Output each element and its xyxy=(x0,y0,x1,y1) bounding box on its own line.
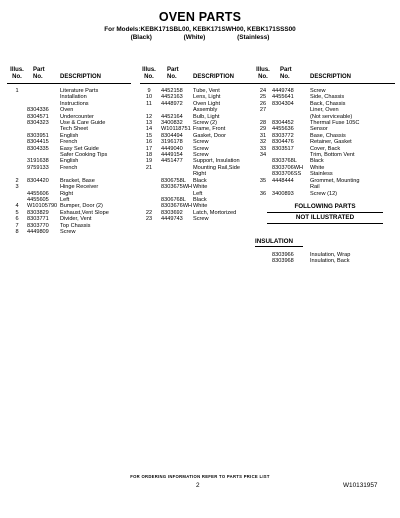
illus-header-1: Illus. xyxy=(10,67,24,73)
illustration-number: 13 xyxy=(145,120,153,127)
illustration-number: 18 xyxy=(145,152,153,159)
model-colors xyxy=(0,34,400,42)
part-number: 8304452 xyxy=(272,120,294,127)
parts-list xyxy=(140,88,258,223)
part-number: 4455605 xyxy=(27,196,49,203)
illustration-number: 4 xyxy=(15,203,19,210)
part-number: 4448444 xyxy=(272,177,294,184)
description-line: Black xyxy=(193,196,207,203)
part-number: 8303968 xyxy=(272,258,294,265)
description-line: Literature Parts xyxy=(60,88,99,94)
column-header xyxy=(7,55,131,81)
illustration-number: 28 xyxy=(259,120,267,127)
description-line: Lens, Light xyxy=(193,94,221,101)
description-line: Insulation, Back xyxy=(310,258,350,265)
description-line: (Not serviceable) xyxy=(310,113,353,120)
description-line: Latch, Mortorized xyxy=(193,209,237,216)
illustration-number: 1 xyxy=(15,88,19,94)
part-description xyxy=(310,107,395,120)
illustration-number: 9 xyxy=(147,88,151,94)
description-line: White xyxy=(193,203,208,210)
parts-column-1 xyxy=(7,55,131,235)
part-number: 8303770 xyxy=(27,222,49,229)
following-rule-2 xyxy=(267,223,383,224)
description-line: Retainer, Gasket xyxy=(310,139,352,146)
description-line: Safer Cooking Tips xyxy=(60,152,108,159)
description-line: Mounting Rail,Side xyxy=(193,164,240,171)
part-row xyxy=(255,107,395,120)
part-number: 3191638 xyxy=(27,158,49,165)
description-line: Gasket, Door xyxy=(193,132,226,139)
description-line: Screw (2) xyxy=(193,120,217,127)
illus-header-1: Illus. xyxy=(256,67,270,73)
part-description xyxy=(60,229,131,235)
part-number: 4452163 xyxy=(161,94,183,101)
part-description xyxy=(193,101,258,114)
description-line: Bracket, Base xyxy=(60,177,95,184)
description-line: Screw xyxy=(193,145,209,152)
part-number: 8303829 xyxy=(27,209,49,216)
illustration-number: 16 xyxy=(145,139,153,146)
illustration-number: 32 xyxy=(259,139,267,146)
illustration-number: 10 xyxy=(145,94,153,101)
description-line: Sensor xyxy=(310,126,328,133)
part-number: 4455636 xyxy=(272,126,294,133)
description-line: White xyxy=(193,184,208,191)
column-header xyxy=(255,55,395,81)
illustration-number: 17 xyxy=(145,145,153,152)
following-line-2: NOT ILLUSTRATED xyxy=(295,213,355,221)
description-line: Assembly xyxy=(193,107,218,114)
color-black: (Black) xyxy=(130,34,152,41)
part-row xyxy=(140,165,258,178)
part-header-1: Part xyxy=(280,67,292,73)
part-row xyxy=(7,146,131,159)
description-line: Left xyxy=(60,196,70,203)
illustration-number: 3 xyxy=(15,184,19,191)
description-line: Thermal Fuse 105C xyxy=(310,120,360,127)
description-line: English xyxy=(60,132,79,139)
description-line: Top Chassis xyxy=(60,222,91,229)
part-number: 4449743 xyxy=(161,216,183,223)
description-line: White xyxy=(310,164,325,171)
page-title: OVEN PARTS xyxy=(158,10,242,24)
illustration-number: 22 xyxy=(145,209,153,216)
description-line: Bumper, Door (2) xyxy=(60,203,103,210)
description-line: Support, Insulation xyxy=(193,158,240,165)
illustration-number: 34 xyxy=(259,152,267,159)
header-rule xyxy=(255,83,395,84)
illustration-number: 23 xyxy=(145,216,153,223)
part-row xyxy=(140,216,258,222)
description-line: English xyxy=(60,158,79,165)
model-list: For Models:KEBK171SBL00, KEBK171SWH00, KEBK171SSS00 xyxy=(104,26,296,33)
description-line: Screw (12) xyxy=(310,190,338,197)
part-row xyxy=(7,229,131,235)
part-number: W10118751 xyxy=(161,126,191,133)
description-line: Insulation, Wrap xyxy=(310,251,351,258)
description-line: Oven xyxy=(60,107,74,114)
description-line: Base, Chassis xyxy=(310,132,346,139)
part-header-1: Part xyxy=(33,67,45,73)
illustration-number: 2 xyxy=(15,177,19,184)
part-description xyxy=(193,216,258,222)
part-number: 8304323 xyxy=(27,120,49,127)
part-header-2: No. xyxy=(280,74,290,80)
part-header-1: Part xyxy=(167,67,179,73)
description-line: Installation xyxy=(60,94,87,101)
description-line: Rail xyxy=(310,184,320,191)
parts-list xyxy=(255,88,395,197)
part-row xyxy=(255,178,395,191)
description-line: Liner, Oven xyxy=(310,107,339,114)
description-line: Hinge Receiver xyxy=(60,184,99,191)
part-number: 8304494 xyxy=(161,132,183,139)
illus-header-1: Illus. xyxy=(142,67,156,73)
part-number: 8303517 xyxy=(272,145,294,152)
description-header: DESCRIPTION xyxy=(193,74,235,80)
part-number: 4448972 xyxy=(161,100,183,107)
insulation-title: INSULATION xyxy=(255,237,294,245)
illustration-number: 35 xyxy=(259,177,267,184)
part-number: W10105790 xyxy=(27,203,58,210)
illustration-number: 5 xyxy=(15,209,19,216)
illustration-number: 12 xyxy=(145,113,153,120)
part-header-2: No. xyxy=(33,74,43,80)
color-stainless: (Stainless) xyxy=(237,34,270,41)
description-line: Screw xyxy=(193,139,209,146)
description-line: Bulb, Light xyxy=(193,113,220,120)
part-number: 8303706WH xyxy=(272,164,304,171)
description-line: Screw xyxy=(193,216,209,223)
following-rule-1 xyxy=(267,212,383,213)
column-header xyxy=(140,55,258,81)
illustration-number: 31 xyxy=(259,132,267,139)
part-number: 8303706SS xyxy=(272,171,302,178)
part-description xyxy=(193,165,258,178)
illustration-number: 33 xyxy=(259,145,267,152)
insulation-rule xyxy=(255,246,303,247)
description-line: Left xyxy=(193,190,203,197)
description-line: Black xyxy=(193,177,207,184)
insulation-list xyxy=(255,252,395,265)
parts-list xyxy=(7,88,131,235)
part-description xyxy=(310,258,395,264)
part-row xyxy=(255,258,395,264)
description-line: Oven Light xyxy=(193,100,221,107)
part-number: 4449040 xyxy=(161,145,183,152)
part-number: 4452164 xyxy=(161,113,183,120)
header-rule xyxy=(140,83,258,84)
part-header-2: No. xyxy=(167,74,177,80)
part-number: 4455641 xyxy=(272,94,294,101)
parts-column-3 xyxy=(255,55,395,265)
illus-header-2: No. xyxy=(12,74,22,80)
part-number: 9759133 xyxy=(27,164,49,171)
description-line: Trim, Bottom Vent xyxy=(310,152,355,159)
illustration-number: 27 xyxy=(259,107,267,114)
illustration-number: 36 xyxy=(259,190,267,197)
description-line: Easy Set Guide xyxy=(60,145,99,152)
description-line: Undercounter xyxy=(60,113,94,120)
description-line: Right xyxy=(60,190,74,197)
header-rule xyxy=(7,83,131,84)
description-header: DESCRIPTION xyxy=(60,74,102,80)
part-description xyxy=(60,120,131,133)
illustration-number: 8 xyxy=(15,228,19,235)
part-number: 8303768L xyxy=(272,158,297,165)
parts-column-2 xyxy=(140,55,258,223)
illustration-number: 15 xyxy=(145,132,153,139)
description-line: Cover, Back xyxy=(310,145,341,152)
description-line: Instructions xyxy=(60,100,89,107)
illustration-number: 7 xyxy=(15,222,19,229)
part-number: 8303676WH xyxy=(161,203,193,210)
following-parts-heading xyxy=(255,203,395,224)
description-line: Black xyxy=(310,158,324,165)
illustration-number: 21 xyxy=(145,164,153,171)
illus-header-2: No. xyxy=(258,74,268,80)
description-line: French xyxy=(60,164,78,171)
part-number: 8304336 xyxy=(27,107,49,114)
description-line: Tech Sheet xyxy=(60,126,88,133)
part-number: 8304415 xyxy=(27,139,49,146)
description-line: Divider, Vent xyxy=(60,216,92,223)
part-number: 8304335 xyxy=(27,145,49,152)
part-number: 8303675WH xyxy=(161,184,193,191)
description-line: French xyxy=(60,139,78,146)
part-number: 3400832 xyxy=(161,120,183,127)
part-description xyxy=(310,178,395,191)
description-line: Use & Care Guide xyxy=(60,120,106,127)
part-number: 8304420 xyxy=(27,177,49,184)
description-line: Exhaust,Vent Slope xyxy=(60,209,109,216)
part-number: 4455606 xyxy=(27,190,49,197)
part-row xyxy=(255,191,395,197)
illustration-number: 11 xyxy=(146,100,152,107)
description-header: DESCRIPTION xyxy=(310,74,352,80)
part-number: 4449154 xyxy=(161,152,183,159)
part-number: 8303692 xyxy=(161,209,183,216)
part-number: 8306758L xyxy=(161,177,186,184)
description-line: Screw xyxy=(310,88,326,94)
part-number: 3196178 xyxy=(161,139,183,146)
illustration-number: 24 xyxy=(259,88,267,94)
part-number: 4452158 xyxy=(161,88,183,94)
part-number: 8306768L xyxy=(161,196,186,203)
part-description xyxy=(60,146,131,159)
description-line: Grommet, Mounting xyxy=(310,177,360,184)
part-number: 8303966 xyxy=(272,251,294,258)
color-white: (White) xyxy=(183,34,206,41)
description-line: Stainless xyxy=(310,171,333,178)
illus-header-2: No. xyxy=(144,74,154,80)
page-number: 2 xyxy=(196,482,200,489)
part-number: 4449809 xyxy=(27,228,49,235)
part-row xyxy=(7,88,131,107)
part-description xyxy=(60,88,131,107)
illustration-number: 14 xyxy=(145,126,153,133)
part-number: 4449748 xyxy=(272,88,294,94)
part-number: 8303771 xyxy=(27,216,49,223)
following-line-1: FOLLOWING PARTS xyxy=(294,202,356,210)
description-line: Screw xyxy=(193,152,209,159)
illustration-number: 29 xyxy=(259,126,267,133)
part-number: 8303772 xyxy=(272,132,294,139)
illustration-number: 25 xyxy=(259,94,267,101)
illustration-number: 26 xyxy=(259,100,267,107)
insulation-heading xyxy=(255,238,395,247)
description-line: Screw xyxy=(60,228,76,235)
part-description xyxy=(310,191,395,197)
description-line: Tube, Vent xyxy=(193,88,220,94)
part-row xyxy=(7,120,131,133)
part-number: 4451477 xyxy=(161,158,183,165)
part-number: 8304304 xyxy=(272,100,294,107)
ordering-note: FOR ORDERING INFORMATION REFER TO PARTS PRICE LIST xyxy=(130,474,270,479)
description-line: Side, Chassis xyxy=(310,94,345,101)
part-row xyxy=(140,101,258,114)
part-number: 8304476 xyxy=(272,139,294,146)
part-number: 3400893 xyxy=(272,190,294,197)
part-number: 8304571 xyxy=(27,113,49,120)
description-line: Right xyxy=(193,171,207,178)
illustration-number: 19 xyxy=(145,158,153,165)
description-line: Back, Chassis xyxy=(310,100,346,107)
document-id: W10131957 xyxy=(343,482,378,489)
illustration-number: 6 xyxy=(15,216,19,223)
part-number: 8303951 xyxy=(27,132,49,139)
description-line: Frame, Front xyxy=(193,126,226,133)
